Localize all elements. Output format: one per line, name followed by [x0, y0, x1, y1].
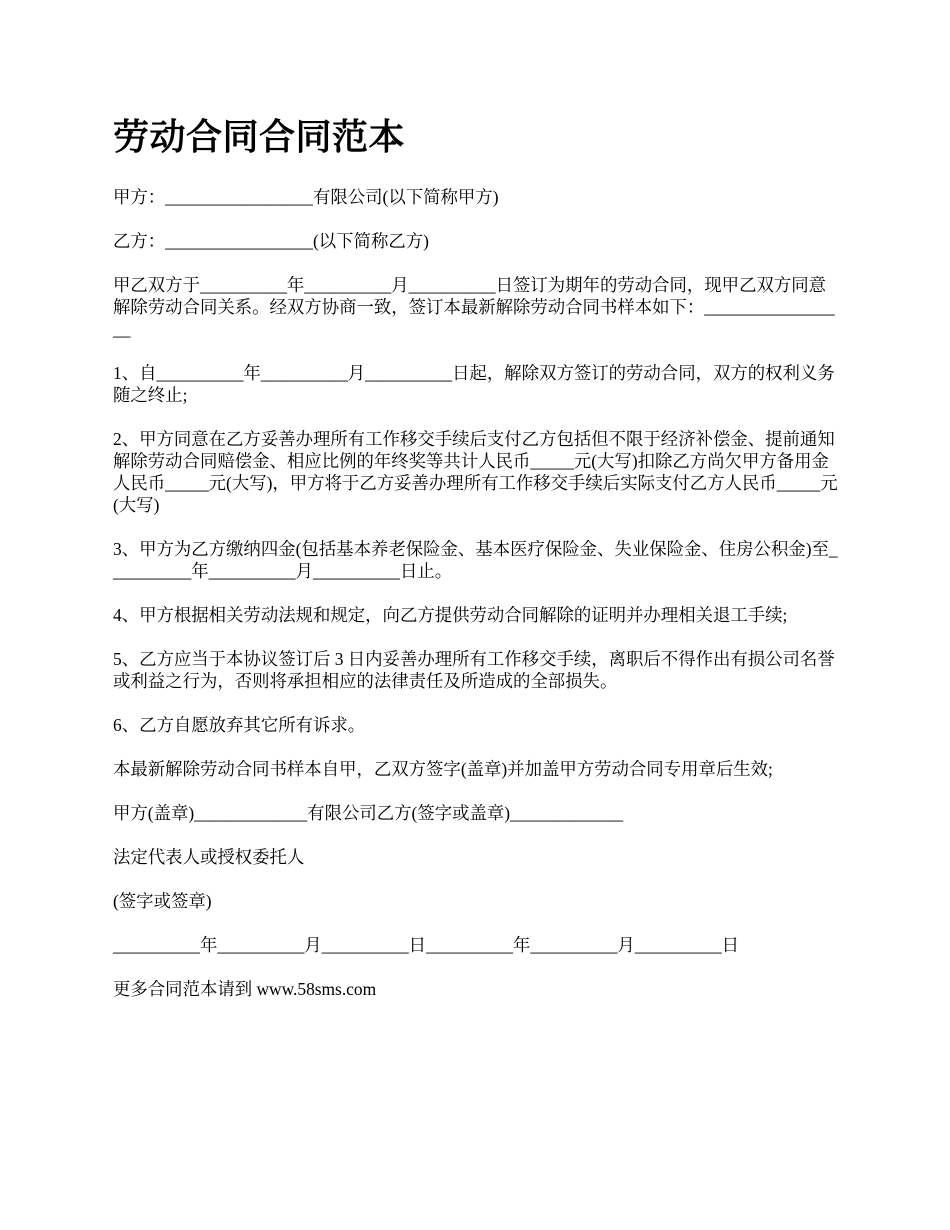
clause-2: 2、甲方同意在乙方妥善办理所有工作移交手续后支付乙方包括但不限于经济补偿金、提前通知解除劳动合同赔偿金、相应比例的年终奖等共计人民币_____元(大写)扣除乙方尚欠甲方备用金人民币_____元(大写)，甲方将于乙方妥善办理所有工作移交手续后实际支付乙方人民币_____元(大写): [113, 429, 838, 515]
signature-line: 甲方(盖章)_____________有限公司乙方(签字或盖章)_____________: [113, 803, 624, 823]
document-title: 劳动合同合同范本: [113, 117, 406, 157]
effective-clause: 本最新解除劳动合同书样本自甲，乙双方签字(盖章)并加盖甲方劳动合同专用章后生效;: [113, 759, 773, 779]
clause-3: 3、甲方为乙方缴纳四金(包括基本养老保险金、基本医疗保险金、失业保险金、住房公积金)至__________年__________月__________日止。: [113, 539, 838, 581]
clause-6: 6、乙方自愿放弃其它所有诉求。: [113, 715, 366, 735]
document-page: [113, 112, 841, 1022]
intro-paragraph: 甲乙双方于__________年__________月__________日签订为期年的劳动合同，现甲乙双方同意解除劳动合同关系。经双方协商一致，签订本最新解除劳动合同书样本如下：_________________: [113, 275, 835, 339]
party-b-line: 乙方：_________________(以下简称乙方): [113, 231, 429, 251]
representative-line: 法定代表人或授权委托人: [113, 847, 305, 867]
party-a-line: 甲方：_________________有限公司(以下简称甲方): [113, 187, 499, 207]
clause-1: 1、自__________年__________月__________日起，解除双方签订的劳动合同，双方的权利义务随之终止;: [113, 363, 835, 405]
clause-5: 5、乙方应当于本协议签订后 3 日内妥善办理所有工作移交手续，离职后不得作出有损公司名誉或利益之行为，否则将承担相应的法律责任及所造成的全部损失。: [113, 649, 835, 691]
sign-or-seal-line: (签字或签章): [113, 891, 212, 911]
footer-note: 更多合同范本请到 www.58sms.com: [113, 979, 377, 999]
clause-4: 4、甲方根据相关劳动法规和规定，向乙方提供劳动合同解除的证明并办理相关退工手续;: [113, 605, 788, 625]
date-line: __________年__________月__________日__________年__________月__________日: [113, 935, 740, 955]
